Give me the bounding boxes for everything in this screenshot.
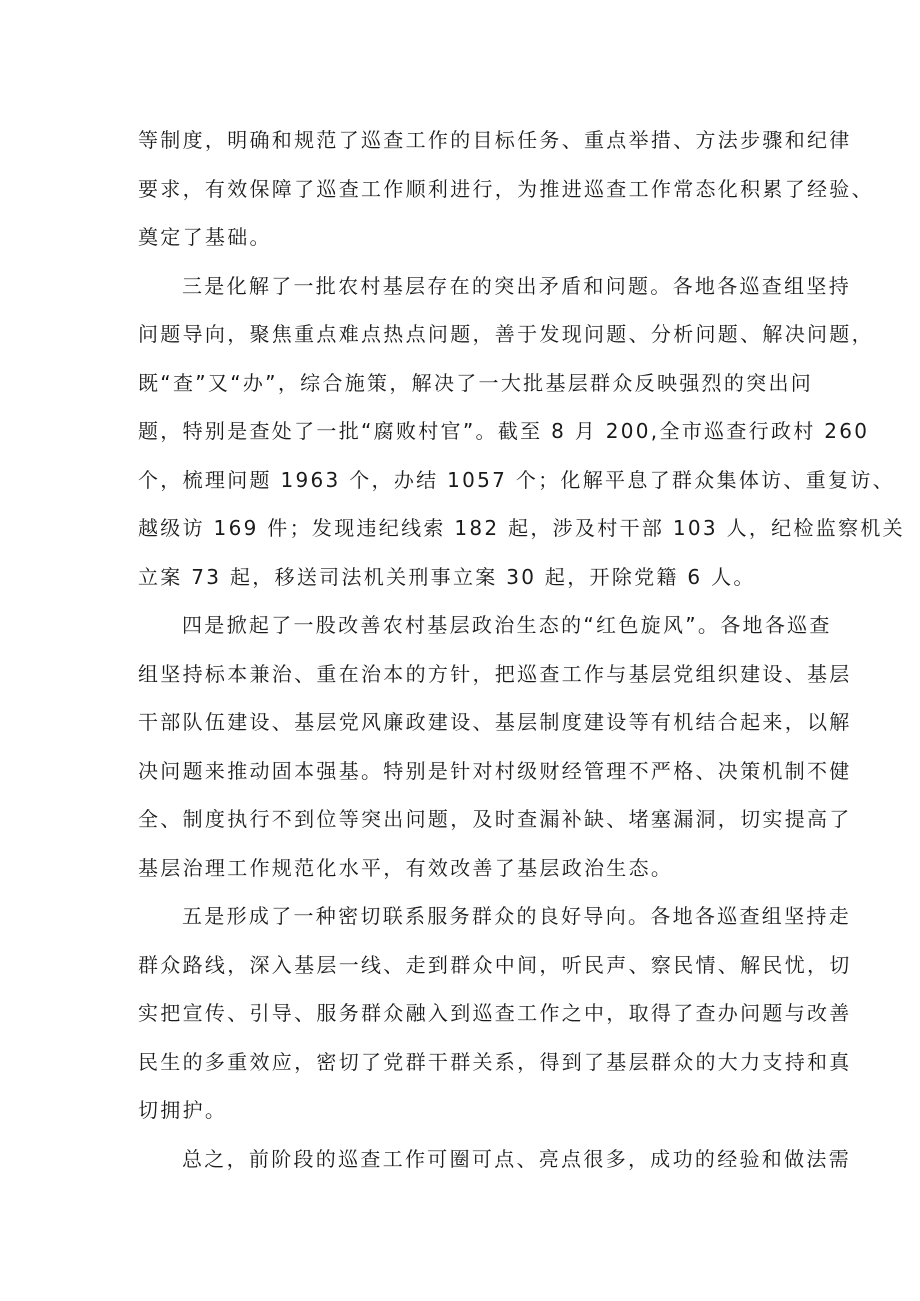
text-line: 全、制度执行不到位等突出问题，及时查漏补缺、堵塞漏洞，切实提高了 [138,807,852,831]
paragraph-1 [138,116,874,262]
text-line: 越级访 169 件；发现违纪线索 182 起，涉及村干部 103 人，纪检监察机关 [138,516,905,540]
text-line: 等制度，明确和规范了巡查工作的目标任务、重点举措、方法步骤和纪律 [138,128,852,152]
text-line: 切拥护。 [138,1098,228,1122]
text-line: 干部队伍建设、基层党风廉政建设、基层制度建设等有机结合起来，以解 [138,710,852,734]
text-line: 总之，前阶段的巡查工作可圈可点、亮点很多，成功的经验和做法需 [182,1146,851,1171]
paragraph-4 [138,892,852,1135]
text-line: 个，梳理问题 1963 个，办结 1057 个；化解平息了群众集体访、重复访、 [138,467,895,492]
text-line: 三是化解了一批农村基层存在的突出矛盾和问题。各地各巡查组坚持 [182,273,851,298]
text-line: 问题导向，聚焦重点难点热点问题，善于发现问题、分析问题、解决问题， [138,322,874,346]
text-line: 题，特别是查处了一批“腐败村官”。截至 8 月 200,全市巡查行政村 260 [138,419,870,443]
text-line: 要求，有效保障了巡查工作顺利进行，为推进巡查工作常态化积累了经验、 [138,176,874,201]
text-line: 基层治理工作规范化水平，有效改善了基层政治生态。 [138,855,674,880]
text-line: 五是形成了一种密切联系服务群众的良好导向。各地各巡查组坚持走 [182,904,851,928]
text-line: 立案 73 起，移送司法机关刑事立案 30 起，开除党籍 6 人。 [138,564,756,589]
paragraph-2 [138,262,905,602]
text-line: 实把宣传、引导、服务群众融入到巡查工作之中，取得了查办问题与改善 [138,1001,852,1025]
document-body [138,116,905,1183]
text-line: 既“查”又“办”，综合施策，解决了一大批基层群众反映强烈的突出问 [138,370,814,395]
text-line: 决问题来推动固本强基。特别是针对村级财经管理不严格、决策机制不健 [138,758,852,783]
text-line: 奠定了基础。 [138,225,272,249]
text-line: 群众路线，深入基层一线、走到群众中间，听民声、察民情、解民忧，切 [138,952,852,977]
text-line: 四是掀起了一股改善农村基层政治生态的“红色旋风”。各地各巡查 [182,613,832,637]
text-line: 民生的多重效应，密切了党群干群关系，得到了基层群众的大力支持和真 [138,1049,852,1074]
paragraph-5 [138,1135,851,1184]
text-line: 组坚持标本兼治、重在治本的方针，把巡查工作与基层党组织建设、基层 [138,661,852,686]
paragraph-3 [138,601,852,892]
